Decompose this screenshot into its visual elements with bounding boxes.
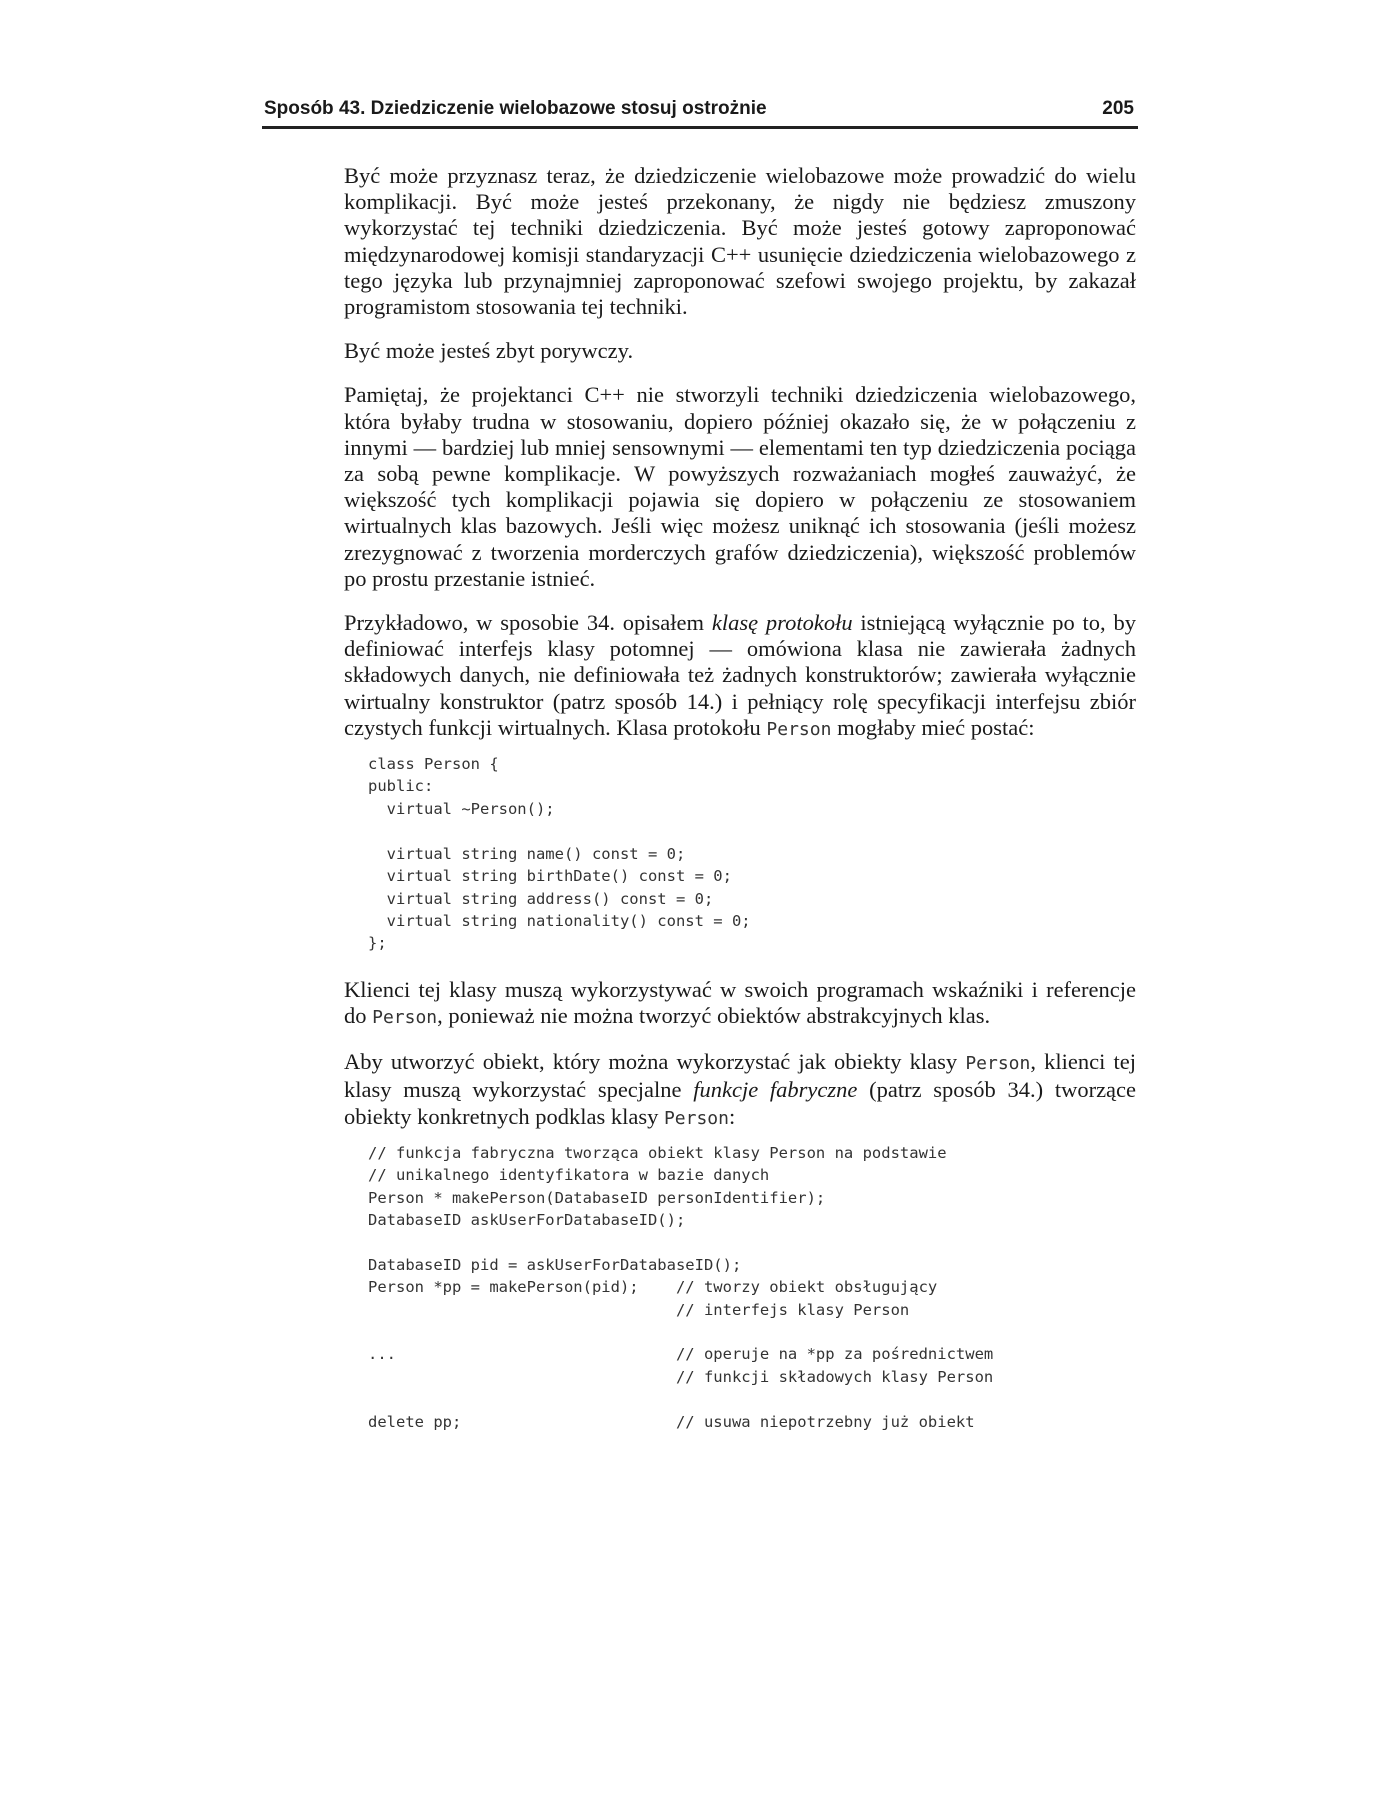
paragraph-text: istniejącą wyłącznie po to, by definiować interfejs klasy potomnej — omówiona klasa nie zawierała żadnych składowych danych, nie definiowała też żadnych konstruktorów; zawierała wyłącznie wirtualny konstruktor (patrz sposób 14.) i pełniący rolę specyfikacji interfejsu zbiór czystych funkcji wirtualnych. Klasa protokołu [344,610,1136,740]
paragraph-text: (patrz sposób 34.) tworzące obiekty konkretnych podklas klasy [344,1077,1137,1129]
inline-code: Person [663,1107,729,1129]
paragraph: Być może jesteś zbyt porywczy. [344,338,634,364]
paragraph-text: Pamiętaj, że projektanci C++ nie stworzyli techniki dziedziczenia wielobazowego, która byłaby trudna w stosowaniu, dopiero później okazało się, że w połączeniu z innymi — bardziej lub mniej sensownymi — elementami ten typ dziedziczenia pociąga za sobą pewne komplikacje. W powyższych rozważaniach mogłeś zauważyć, że większość tych komplikacji pojawia się dopiero w połączeniu ze stosowaniem wirtualnych klas bazowych. Jeśli więc możesz uniknąć ich stosowania (jeśli możesz zrezygnować z tworzenia morderczych grafów dziedziczenia), większość problemów po prostu przestanie istnieć. [344,382,1136,591]
paragraph-text: mogłaby mieć postać: [831,714,1035,740]
paragraph-text: Klienci tej klasy muszą wykorzystywać w swoich programach wskaźniki i referencje do [344,976,1136,1028]
running-header [262,96,1138,129]
page-number: 205 [1102,98,1134,119]
code-block-factory: // funkcja fabryczna tworząca obiekt klasy Person na podstawie // unikalnego identyfikatora w bazie danych Person * makePerson(DatabaseID personIdentifier); DatabaseID askUserForDatabaseID(); DatabaseID pid = askUserForDatabaseID(); Person *pp = makePerson(pid); // tworzy obiekt obsługujący // interfejs klasy Person ... // operuje na *pp za pośrednictwem // funkcji składowych klasy Person delete pp; // usuwa niepotrzebny już obiekt [368,1143,994,1431]
code-block-class-person: class Person { public: virtual ~Person(); virtual string name() const = 0; virtual string birthDate() const = 0; virtual string address() const = 0; virtual string nationality() const = 0; }; [368,755,751,953]
paragraph [344,1049,1136,1132]
page-body [344,163,1136,1455]
emphasis-term: funkcje fabryczne [693,1077,858,1103]
inline-code: Person [766,718,832,740]
emphasis-term: klasę protokołu [711,610,853,636]
inline-code: Person [372,1006,438,1028]
paragraph-text: : [728,1103,736,1129]
paragraph-text: , klienci tej klasy muszą wykorzystać specjalne [344,1049,1136,1103]
paragraph [344,382,1136,592]
paragraph-text: Aby utworzyć obiekt, który można wykorzystać jak obiekty klasy [344,1049,966,1075]
inline-code: Person [965,1053,1031,1075]
paragraph-text: , ponieważ nie można tworzyć obiektów abstrakcyjnych klas. [437,1002,991,1028]
paragraph [344,977,1136,1031]
paragraph [344,610,1136,743]
chapter-title: Sposób 43. Dziedziczenie wielobazowe stosuj ostrożnie [264,98,767,119]
paragraph: Być może przyznasz teraz, że dziedziczenie wielobazowe może prowadzić do wielu komplikacji. Być może jesteś przekonany, że nigdy nie będziesz zmuszony wykorzystać tej techniki dziedziczenia. Być może jesteś gotowy zaproponować międzynarodowej komisji standaryzacji C++ usunięcie dziedziczenia wielobazowego z tego języka lub przynajmniej zaproponować szefowi swojego projektu, by zakazał programistom stosowania tej techniki. [344,163,1136,320]
paragraph-text: Przykładowo, w sposobie 34. opisałem [344,610,712,636]
